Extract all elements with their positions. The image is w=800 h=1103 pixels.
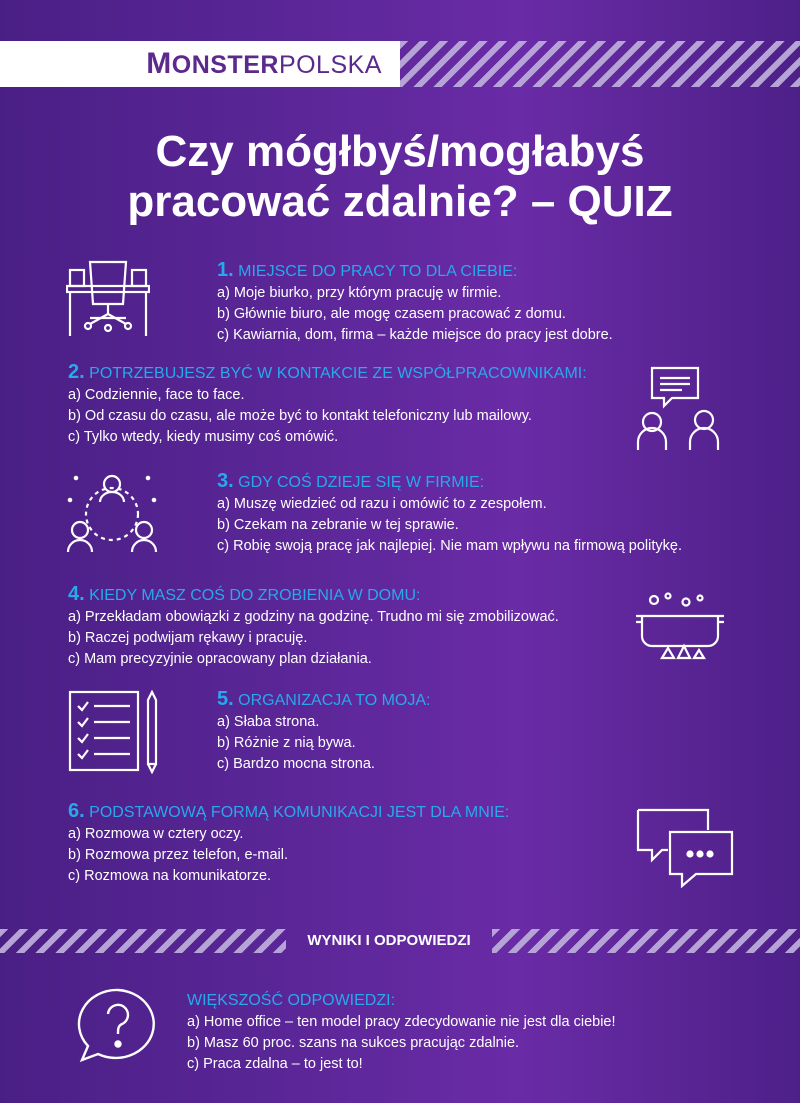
question-3-heading: 3. GDY COŚ DZIEJE SIĘ W FIRMIE:: [217, 470, 485, 492]
result-b: b) Masz 60 proc. szans na sukces pracując zdalnie.: [187, 1035, 520, 1051]
result-a: a) Home office – ten model pracy zdecydowanie nie jest dla ciebie!: [187, 1014, 616, 1030]
answer-b: b) Czekam na zebranie w tej sprawie.: [217, 517, 459, 533]
results-stripes-right: [492, 929, 800, 953]
answer-b: b) Od czasu do czasu, ale może być to kontakt telefoniczny lub mailowy.: [68, 408, 532, 424]
team-network-icon: [64, 470, 160, 556]
title-line-2: pracować zdalnie? – QUIZ: [127, 177, 673, 226]
cooking-pot-icon: [634, 592, 726, 662]
answer-a: a) Słaba strona.: [217, 714, 320, 730]
answer-c: c) Tylko wtedy, kiedy musimy coś omówić.: [68, 429, 339, 445]
answer-a: a) Moje biurko, przy którym pracuję w firmie.: [217, 285, 502, 301]
answer-b: b) Raczej podwijam rękawy i pracuję.: [68, 630, 308, 646]
monster-polska-logo[interactable]: MONSTERPOLSKA: [146, 47, 382, 80]
checklist-pen-icon: [68, 690, 164, 774]
answer-a: a) Przekładam obowiązki z godziny na godzinę. Trudno mi się zmobilizować.: [68, 609, 559, 625]
answer-b: b) Głównie biuro, ale mogę czasem pracować z domu.: [217, 306, 566, 322]
results-block: [187, 990, 616, 1075]
page-title: [0, 127, 800, 227]
question-4: [68, 583, 559, 670]
answer-a: a) Rozmowa w cztery oczy.: [68, 826, 244, 842]
answer-c: c) Kawiarnia, dom, firma – każde miejsce do pracy jest dobre.: [217, 327, 613, 343]
desk-chair-icon: [66, 260, 150, 338]
question-4-heading: 4. KIEDY MASZ COŚ DO ZROBIENIA W DOMU:: [68, 583, 421, 605]
header-stripes: [400, 41, 800, 87]
question-3: [217, 470, 682, 557]
results-stripes-left: [0, 929, 286, 953]
people-talking-icon: [636, 366, 722, 452]
chat-bubbles-icon: [636, 808, 736, 888]
question-6: [68, 800, 509, 887]
question-1-heading: 1. MIEJSCE DO PRACY TO DLA CIEBIE:: [217, 259, 518, 281]
question-5-heading: 5. ORGANIZACJA TO MOJA:: [217, 688, 431, 710]
question-2-heading: 2. POTRZEBUJESZ BYĆ W KONTAKCIE ZE WSPÓŁPRACOWNIKAMI:: [68, 361, 587, 383]
title-line-1: Czy mógłbyś/mogłabyś: [155, 127, 645, 176]
question-2: [68, 361, 587, 448]
results-heading: WIĘKSZOŚĆ ODPOWIEDZI:: [187, 992, 396, 1009]
answer-c: c) Rozmowa na komunikatorze.: [68, 868, 272, 884]
answer-c: c) Robię swoją pracę jak najlepiej. Nie mam wpływu na firmową politykę.: [217, 538, 682, 554]
question-bubble-icon: [76, 988, 160, 1064]
answer-a: a) Codziennie, face to face.: [68, 387, 245, 403]
answer-b: b) Rozmowa przez telefon, e-mail.: [68, 847, 288, 863]
question-5: [217, 688, 430, 775]
question-6-heading: 6. PODSTAWOWĄ FORMĄ KOMUNIKACJI JEST DLA MNIE:: [68, 800, 510, 822]
answer-a: a) Muszę wiedzieć od razu i omówić to z zespołem.: [217, 496, 547, 512]
question-1: [217, 259, 613, 346]
logo-bar: [0, 41, 400, 87]
result-c: c) Praca zdalna – to jest to!: [187, 1056, 363, 1072]
answer-c: c) Bardzo mocna strona.: [217, 756, 375, 772]
results-label: WYNIKI I ODPOWIEDZI: [307, 932, 471, 949]
answer-c: c) Mam precyzyjnie opracowany plan działania.: [68, 651, 372, 667]
answer-b: b) Różnie z nią bywa.: [217, 735, 356, 751]
